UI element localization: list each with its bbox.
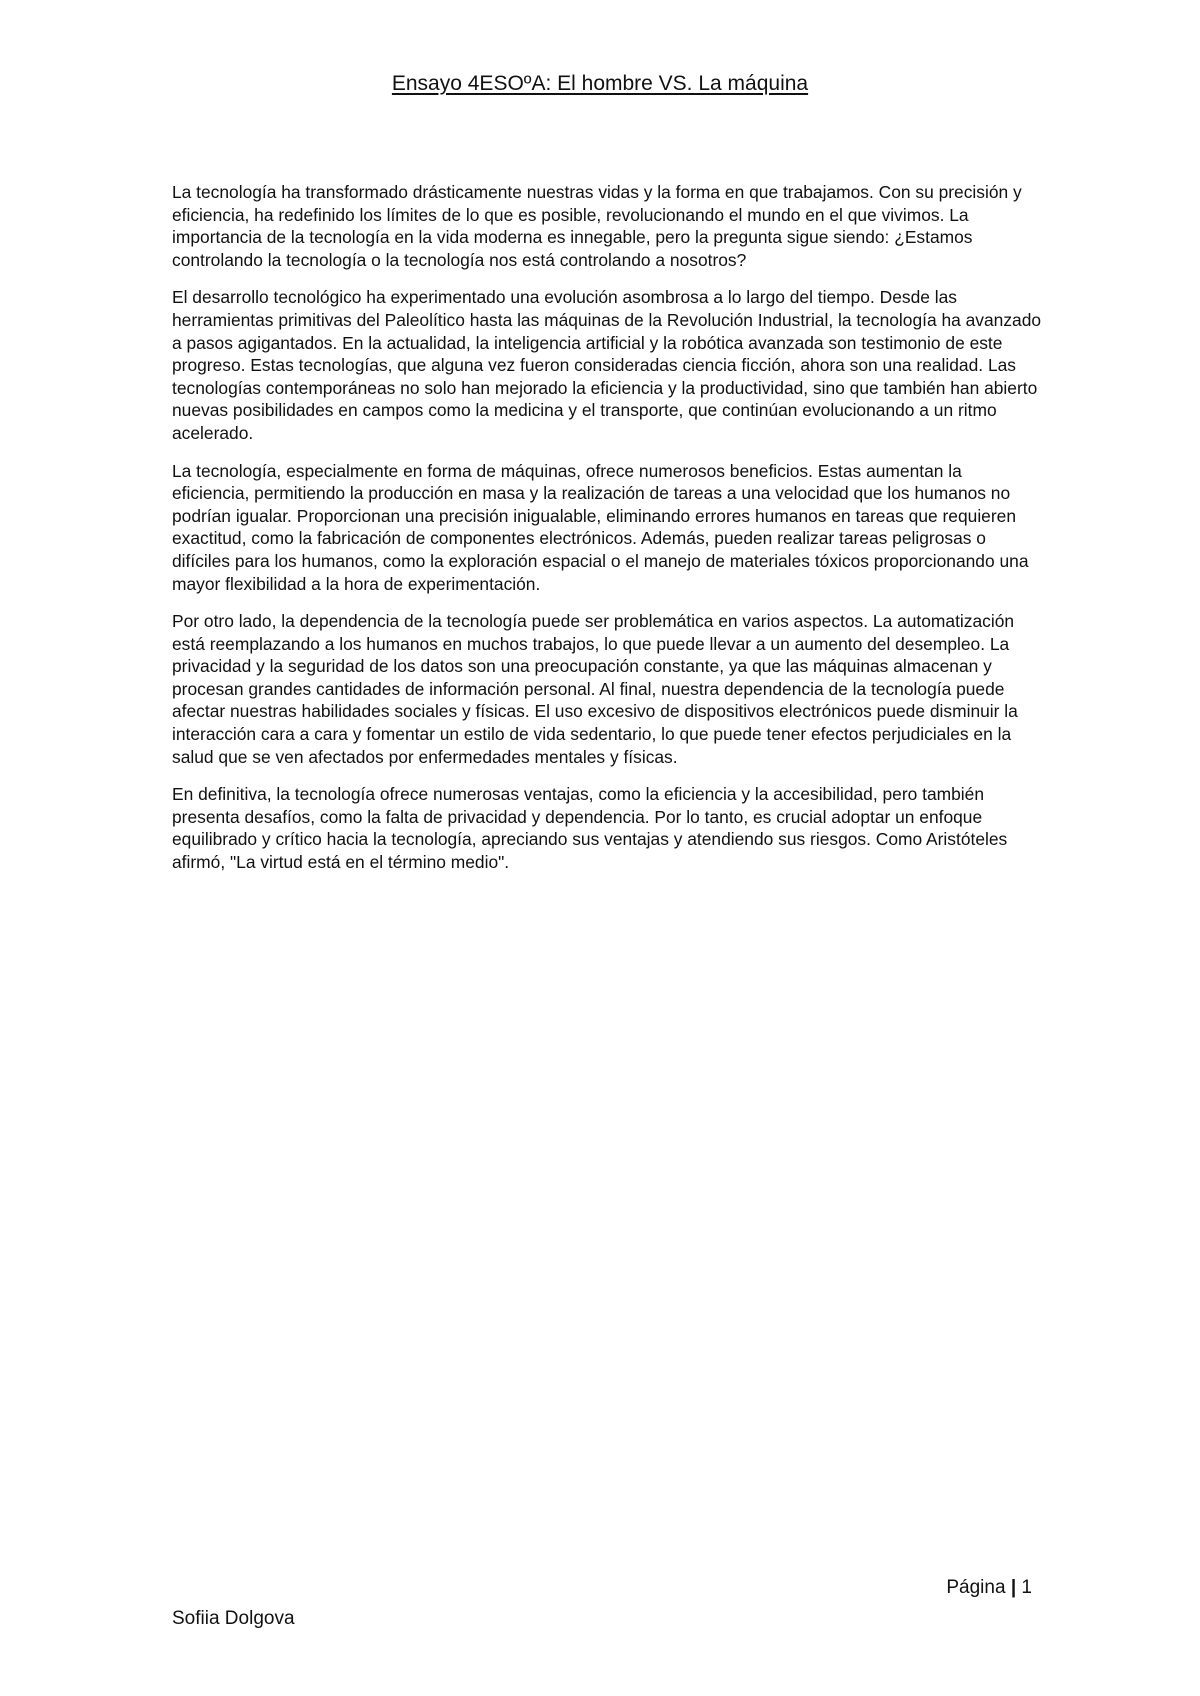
document-title: Ensayo 4ESOºA: El hombre VS. La máquina — [391, 72, 809, 95]
page-number-footer — [946, 1576, 1032, 1600]
paragraph-1: La tecnología ha transformado drásticamente nuestras vidas y la forma en que trabajamos. Con su precisión y eficiencia, ha redefinido los límites de lo que es posible, revolucionando el mundo en el que vivimos. La importancia de la tecnología en la vida moderna es innegable, pero la pregunta sigue siendo: ¿Estamos controlando la tecnología o la tecnología nos está controlando a nosotros? — [172, 182, 1022, 270]
paragraph-4: Por otro lado, la dependencia de la tecnología puede ser problemática en varios aspectos. La automatización está reemplazando a los humanos en muchos trabajos, lo que puede llevar a un aumento del desempleo. La privacidad y la seguridad de los datos son una preocupación constante, ya que las máquinas almacenan y procesan grandes cantidades de información personal. Al final, nuestra dependencia de la tecnología puede afectar nuestras habilidades sociales y físicas. El uso excesivo de dispositivos electrónicos puede disminuir la interacción cara a cara y fomentar un estilo de vida sedentario, lo que puede tener efectos perjudiciales en la salud que se ven afectados por enfermedades mentales y físicas. — [172, 611, 1018, 767]
paragraph-5: En definitiva, la tecnología ofrece numerosas ventajas, como la eficiencia y la accesibilidad, pero también presenta desafíos, como la falta de privacidad y dependencia. Por lo tanto, es crucial adoptar un enfoque equilibrado y crítico hacia la tecnología, apreciando sus ventajas y atendiendo sus riesgos. Como Aristóteles afirmó, "La virtud está en el término medio". — [172, 784, 1008, 873]
page-number: 1 — [1021, 1577, 1032, 1598]
document-body — [172, 181, 1042, 889]
page-separator: | — [1010, 1577, 1017, 1598]
paragraph-2: El desarrollo tecnológico ha experimentado una evolución asombrosa a lo largo del tiempo. Desde las herramientas primitivas del Paleolítico hasta las máquinas de la Revolución Industrial, la tecnología ha avanzado a pasos agigantados. En la actualidad, la inteligencia artificial y la robótica avanzada son testimonio de este progreso. Estas tecnologías, que alguna vez fueron consideradas ciencia ficción, ahora son una realidad. Las tecnologías contemporáneas no solo han mejorado la eficiencia y la productividad, sino que también han abierto nuevas posibilidades en campos como la medicina y el transporte, que continúan evolucionando a un ritmo acelerado. — [172, 287, 1042, 443]
author-name: Sofiia Dolgova — [172, 1608, 295, 1629]
page-label: Página — [946, 1577, 1006, 1598]
paragraph-3: La tecnología, especialmente en forma de máquinas, ofrece numerosos beneficios. Estas aumentan la eficiencia, permitiendo la producción en masa y la realización de tareas a una velocidad que los humanos no podrían igualar. Proporcionan una precisión inigualable, eliminando errores humanos en tareas que requieren exactitud, como la fabricación de componentes electrónicos. Además, pueden realizar tareas peligrosas o difíciles para los humanos, como la exploración espacial o el manejo de materiales tóxicos proporcionando una mayor flexibilidad a la hora de experimentación. — [172, 460, 1029, 594]
